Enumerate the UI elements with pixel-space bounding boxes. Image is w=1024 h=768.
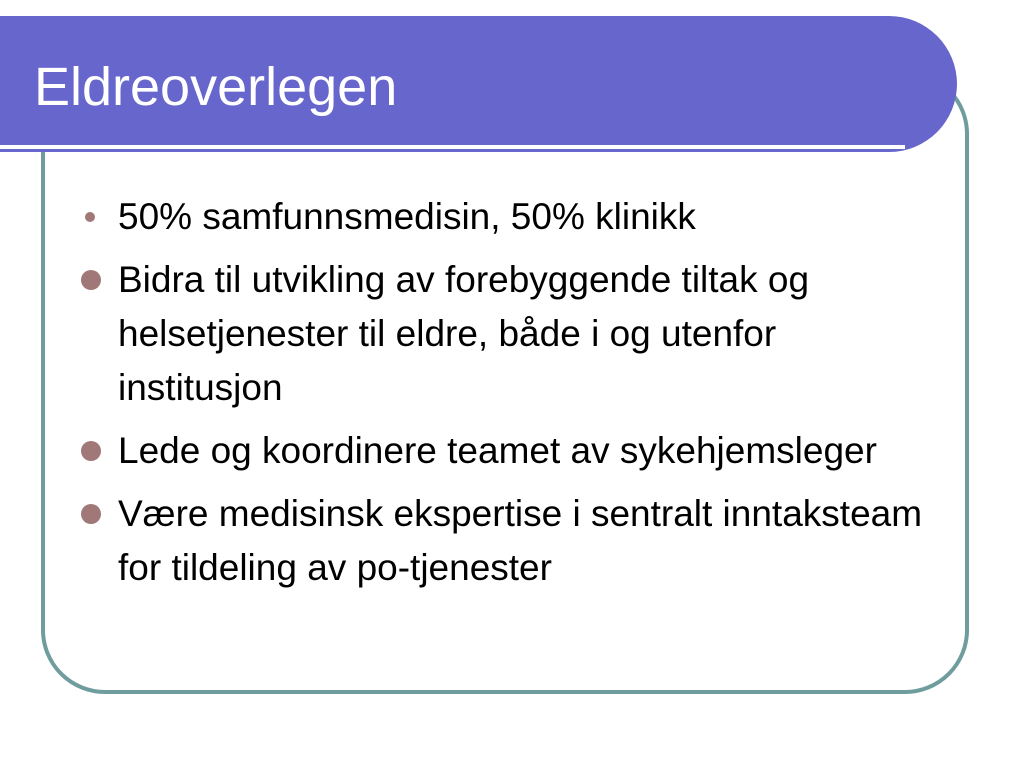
bullet-item (80, 190, 940, 244)
bullet-text: 50% samfunnsmedisin, 50% klinikk (118, 196, 696, 237)
bullet-dot-icon (81, 504, 101, 524)
bullet-text: Lede og koordinere teamet av sykehjemsleger (118, 430, 877, 471)
bullet-item (80, 253, 940, 415)
title-bar (0, 16, 957, 152)
slide-title: Eldreoverlegen (34, 57, 398, 117)
bullet-item (80, 487, 940, 595)
title-underline (0, 145, 905, 149)
bullet-item (80, 424, 940, 478)
bullet-dot-icon (81, 441, 101, 461)
bullet-dot-icon (81, 270, 101, 290)
bullet-text: Være medisinsk ekspertise i sentralt inntaksteam for tildeling av po-tjenester (118, 493, 923, 588)
bullet-text: Bidra til utvikling av forebyggende tiltak og helsetjenester til eldre, både i og utenfor institusjon (118, 259, 810, 408)
bullet-list (80, 190, 940, 604)
bullet-dot-icon (85, 212, 95, 222)
